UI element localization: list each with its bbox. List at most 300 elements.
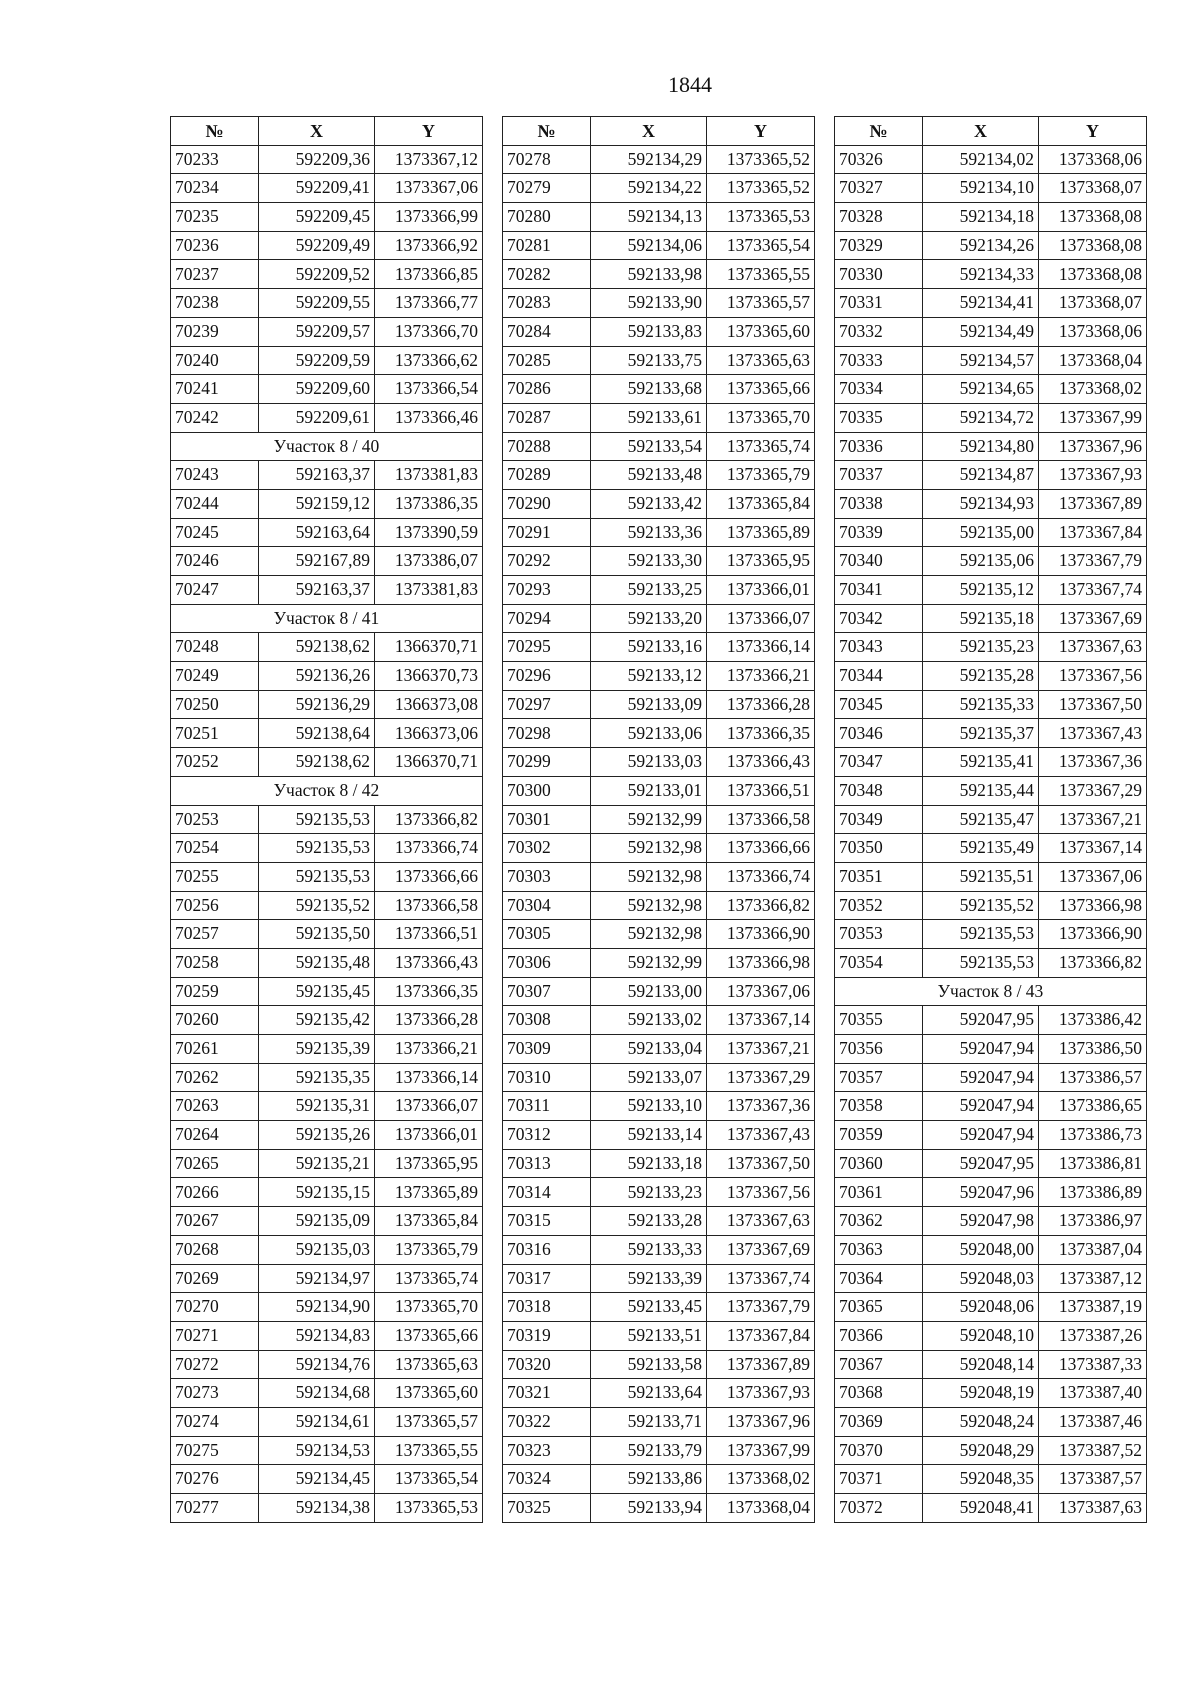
point-number: 70251 — [171, 719, 259, 748]
table-row — [503, 1063, 815, 1092]
x-coordinate: 592135,23 — [923, 633, 1039, 662]
y-coordinate: 1373367,14 — [1039, 834, 1147, 863]
table-header-row — [171, 117, 483, 146]
point-number: 70352 — [835, 891, 923, 920]
point-number: 70316 — [503, 1235, 591, 1264]
point-number: 70300 — [503, 776, 591, 805]
point-number: 70358 — [835, 1092, 923, 1121]
point-number: 70305 — [503, 920, 591, 949]
x-coordinate: 592133,09 — [591, 690, 707, 719]
table-row — [503, 776, 815, 805]
y-coordinate: 1373366,70 — [375, 317, 483, 346]
point-number: 70298 — [503, 719, 591, 748]
table-row — [171, 1465, 483, 1494]
table-row — [503, 203, 815, 232]
point-number: 70340 — [835, 547, 923, 576]
table-row — [171, 576, 483, 605]
x-coordinate: 592135,42 — [259, 1006, 375, 1035]
table-row — [503, 1321, 815, 1350]
table-row — [503, 604, 815, 633]
x-coordinate: 592135,50 — [259, 920, 375, 949]
y-coordinate: 1373368,02 — [1039, 375, 1147, 404]
x-coordinate: 592134,65 — [923, 375, 1039, 404]
x-coordinate: 592133,20 — [591, 604, 707, 633]
y-coordinate: 1373381,83 — [375, 576, 483, 605]
x-coordinate: 592134,61 — [259, 1407, 375, 1436]
y-coordinate: 1373365,74 — [707, 432, 815, 461]
x-coordinate: 592133,98 — [591, 260, 707, 289]
point-number: 70241 — [171, 375, 259, 404]
table-row — [171, 1063, 483, 1092]
table-row — [503, 547, 815, 576]
point-number: 70273 — [171, 1379, 259, 1408]
x-coordinate: 592133,10 — [591, 1092, 707, 1121]
y-coordinate: 1373365,89 — [375, 1178, 483, 1207]
point-number: 70275 — [171, 1436, 259, 1465]
y-coordinate: 1373367,79 — [1039, 547, 1147, 576]
y-coordinate: 1373367,56 — [707, 1178, 815, 1207]
point-number: 70335 — [835, 403, 923, 432]
y-coordinate: 1373366,90 — [707, 920, 815, 949]
y-coordinate: 1373366,66 — [375, 862, 483, 891]
table-row — [171, 1092, 483, 1121]
y-coordinate: 1373367,14 — [707, 1006, 815, 1035]
y-coordinate: 1373366,85 — [375, 260, 483, 289]
header-x: X — [259, 117, 375, 146]
y-coordinate: 1373365,52 — [707, 145, 815, 174]
x-coordinate: 592135,31 — [259, 1092, 375, 1121]
table-row — [171, 1379, 483, 1408]
table-row — [835, 260, 1147, 289]
table-row — [171, 174, 483, 203]
y-coordinate: 1373366,21 — [707, 662, 815, 691]
y-coordinate: 1373365,70 — [375, 1293, 483, 1322]
y-coordinate: 1373386,65 — [1039, 1092, 1147, 1121]
x-coordinate: 592135,39 — [259, 1035, 375, 1064]
x-coordinate: 592209,55 — [259, 289, 375, 318]
y-coordinate: 1373387,12 — [1039, 1264, 1147, 1293]
y-coordinate: 1373387,46 — [1039, 1407, 1147, 1436]
table-row — [171, 662, 483, 691]
x-coordinate: 592134,57 — [923, 346, 1039, 375]
table-row — [503, 891, 815, 920]
x-coordinate: 592048,00 — [923, 1235, 1039, 1264]
y-coordinate: 1373367,89 — [707, 1350, 815, 1379]
point-number: 70268 — [171, 1235, 259, 1264]
table-row — [835, 805, 1147, 834]
table-row — [503, 633, 815, 662]
x-coordinate: 592134,06 — [591, 231, 707, 260]
y-coordinate: 1366370,71 — [375, 748, 483, 777]
point-number: 70339 — [835, 518, 923, 547]
table-row — [503, 1264, 815, 1293]
point-number: 70361 — [835, 1178, 923, 1207]
point-number: 70276 — [171, 1465, 259, 1494]
point-number: 70292 — [503, 547, 591, 576]
x-coordinate: 592135,06 — [923, 547, 1039, 576]
point-number: 70312 — [503, 1121, 591, 1150]
point-number: 70239 — [171, 317, 259, 346]
table-row — [835, 690, 1147, 719]
point-number: 70307 — [503, 977, 591, 1006]
x-coordinate: 592133,02 — [591, 1006, 707, 1035]
x-coordinate: 592048,35 — [923, 1465, 1039, 1494]
x-coordinate: 592163,37 — [259, 461, 375, 490]
point-number: 70313 — [503, 1149, 591, 1178]
table-row — [503, 403, 815, 432]
table-row — [835, 1350, 1147, 1379]
point-number: 70252 — [171, 748, 259, 777]
y-coordinate: 1373365,54 — [375, 1465, 483, 1494]
x-coordinate: 592133,75 — [591, 346, 707, 375]
y-coordinate: 1373368,04 — [1039, 346, 1147, 375]
y-coordinate: 1373367,06 — [707, 977, 815, 1006]
y-coordinate: 1373387,19 — [1039, 1293, 1147, 1322]
y-coordinate: 1373381,83 — [375, 461, 483, 490]
point-number: 70365 — [835, 1293, 923, 1322]
y-coordinate: 1373366,43 — [707, 748, 815, 777]
point-number: 70351 — [835, 862, 923, 891]
x-coordinate: 592209,57 — [259, 317, 375, 346]
table-row — [503, 1178, 815, 1207]
y-coordinate: 1373366,35 — [375, 977, 483, 1006]
y-coordinate: 1373367,74 — [1039, 576, 1147, 605]
x-coordinate: 592135,49 — [923, 834, 1039, 863]
x-coordinate: 592134,53 — [259, 1436, 375, 1465]
x-coordinate: 592135,18 — [923, 604, 1039, 633]
y-coordinate: 1373366,82 — [707, 891, 815, 920]
x-coordinate: 592134,80 — [923, 432, 1039, 461]
table-row — [835, 1149, 1147, 1178]
y-coordinate: 1373365,55 — [707, 260, 815, 289]
x-coordinate: 592138,62 — [259, 633, 375, 662]
point-number: 70356 — [835, 1035, 923, 1064]
point-number: 70281 — [503, 231, 591, 260]
point-number: 70342 — [835, 604, 923, 633]
point-number: 70255 — [171, 862, 259, 891]
point-number: 70338 — [835, 489, 923, 518]
y-coordinate: 1373365,54 — [707, 231, 815, 260]
point-number: 70317 — [503, 1264, 591, 1293]
y-coordinate: 1373366,14 — [707, 633, 815, 662]
table-row — [835, 1465, 1147, 1494]
table-row — [503, 231, 815, 260]
table-row — [835, 489, 1147, 518]
point-number: 70263 — [171, 1092, 259, 1121]
y-coordinate: 1373366,98 — [707, 948, 815, 977]
y-coordinate: 1366373,08 — [375, 690, 483, 719]
table-header-row — [503, 117, 815, 146]
x-coordinate: 592135,09 — [259, 1207, 375, 1236]
section-row — [171, 432, 483, 461]
y-coordinate: 1373367,96 — [707, 1407, 815, 1436]
point-number: 70326 — [835, 145, 923, 174]
x-coordinate: 592047,96 — [923, 1178, 1039, 1207]
x-coordinate: 592135,33 — [923, 690, 1039, 719]
x-coordinate: 592047,94 — [923, 1092, 1039, 1121]
x-coordinate: 592133,03 — [591, 748, 707, 777]
point-number: 70372 — [835, 1494, 923, 1523]
y-coordinate: 1373386,35 — [375, 489, 483, 518]
point-number: 70266 — [171, 1178, 259, 1207]
x-coordinate: 592134,26 — [923, 231, 1039, 260]
y-coordinate: 1373387,57 — [1039, 1465, 1147, 1494]
y-coordinate: 1373365,84 — [707, 489, 815, 518]
point-number: 70282 — [503, 260, 591, 289]
table-row — [835, 1436, 1147, 1465]
table-row — [835, 1092, 1147, 1121]
y-coordinate: 1373365,84 — [375, 1207, 483, 1236]
y-coordinate: 1373366,07 — [707, 604, 815, 633]
table-row — [503, 1207, 815, 1236]
table-row — [835, 1321, 1147, 1350]
y-coordinate: 1373366,98 — [1039, 891, 1147, 920]
y-coordinate: 1373366,01 — [375, 1121, 483, 1150]
x-coordinate: 592135,41 — [923, 748, 1039, 777]
point-number: 70324 — [503, 1465, 591, 1494]
header-number: № — [835, 117, 923, 146]
y-coordinate: 1373365,60 — [707, 317, 815, 346]
table-row — [503, 690, 815, 719]
point-number: 70262 — [171, 1063, 259, 1092]
table-row — [835, 1407, 1147, 1436]
x-coordinate: 592135,47 — [923, 805, 1039, 834]
table-row — [503, 1350, 815, 1379]
y-coordinate: 1373365,57 — [707, 289, 815, 318]
y-coordinate: 1373365,95 — [375, 1149, 483, 1178]
x-coordinate: 592135,53 — [259, 805, 375, 834]
table-row — [171, 1235, 483, 1264]
y-coordinate: 1373386,42 — [1039, 1006, 1147, 1035]
x-coordinate: 592133,86 — [591, 1465, 707, 1494]
point-number: 70311 — [503, 1092, 591, 1121]
y-coordinate: 1373365,89 — [707, 518, 815, 547]
x-coordinate: 592047,94 — [923, 1063, 1039, 1092]
x-coordinate: 592132,99 — [591, 805, 707, 834]
x-coordinate: 592134,49 — [923, 317, 1039, 346]
x-coordinate: 592209,36 — [259, 145, 375, 174]
table-row — [835, 289, 1147, 318]
point-number: 70360 — [835, 1149, 923, 1178]
table-row — [835, 1293, 1147, 1322]
point-number: 70242 — [171, 403, 259, 432]
table-row — [171, 1350, 483, 1379]
y-coordinate: 1373367,99 — [707, 1436, 815, 1465]
y-coordinate: 1373387,63 — [1039, 1494, 1147, 1523]
point-number: 70330 — [835, 260, 923, 289]
table-row — [835, 1264, 1147, 1293]
y-coordinate: 1373365,63 — [707, 346, 815, 375]
x-coordinate: 592048,06 — [923, 1293, 1039, 1322]
table-row — [171, 231, 483, 260]
table-row — [835, 174, 1147, 203]
y-coordinate: 1373368,04 — [707, 1494, 815, 1523]
x-coordinate: 592135,35 — [259, 1063, 375, 1092]
table-row — [171, 1494, 483, 1523]
x-coordinate: 592133,79 — [591, 1436, 707, 1465]
table-row — [835, 1494, 1147, 1523]
y-coordinate: 1373366,28 — [707, 690, 815, 719]
section-row — [171, 776, 483, 805]
x-coordinate: 592135,52 — [923, 891, 1039, 920]
point-number: 70240 — [171, 346, 259, 375]
y-coordinate: 1373386,73 — [1039, 1121, 1147, 1150]
y-coordinate: 1373386,97 — [1039, 1207, 1147, 1236]
coordinates-table-left — [170, 116, 483, 1523]
table-row — [835, 203, 1147, 232]
x-coordinate: 592163,37 — [259, 576, 375, 605]
x-coordinate: 592136,29 — [259, 690, 375, 719]
x-coordinate: 592133,64 — [591, 1379, 707, 1408]
table-row — [835, 461, 1147, 490]
x-coordinate: 592133,90 — [591, 289, 707, 318]
x-coordinate: 592138,62 — [259, 748, 375, 777]
x-coordinate: 592134,90 — [259, 1293, 375, 1322]
y-coordinate: 1373368,07 — [1039, 174, 1147, 203]
table-row — [835, 375, 1147, 404]
table-row — [503, 1121, 815, 1150]
x-coordinate: 592132,98 — [591, 920, 707, 949]
x-coordinate: 592133,61 — [591, 403, 707, 432]
y-coordinate: 1373366,14 — [375, 1063, 483, 1092]
table-row — [835, 1235, 1147, 1264]
point-number: 70336 — [835, 432, 923, 461]
table-row — [503, 1465, 815, 1494]
y-coordinate: 1373365,55 — [375, 1436, 483, 1465]
point-number: 70270 — [171, 1293, 259, 1322]
y-coordinate: 1373367,29 — [1039, 776, 1147, 805]
x-coordinate: 592133,25 — [591, 576, 707, 605]
y-coordinate: 1373387,04 — [1039, 1235, 1147, 1264]
point-number: 70246 — [171, 547, 259, 576]
point-number: 70347 — [835, 748, 923, 777]
point-number: 70321 — [503, 1379, 591, 1408]
y-coordinate: 1373367,93 — [1039, 461, 1147, 490]
table-row — [835, 748, 1147, 777]
x-coordinate: 592134,02 — [923, 145, 1039, 174]
y-coordinate: 1373368,08 — [1039, 203, 1147, 232]
y-coordinate: 1373368,08 — [1039, 231, 1147, 260]
y-coordinate: 1373368,02 — [707, 1465, 815, 1494]
point-number: 70334 — [835, 375, 923, 404]
y-coordinate: 1373365,53 — [375, 1494, 483, 1523]
point-number: 70314 — [503, 1178, 591, 1207]
y-coordinate: 1373366,82 — [1039, 948, 1147, 977]
y-coordinate: 1373368,08 — [1039, 260, 1147, 289]
point-number: 70325 — [503, 1494, 591, 1523]
table-row — [503, 576, 815, 605]
x-coordinate: 592134,29 — [591, 145, 707, 174]
y-coordinate: 1373366,54 — [375, 375, 483, 404]
point-number: 70303 — [503, 862, 591, 891]
point-number: 70353 — [835, 920, 923, 949]
table-row — [503, 920, 815, 949]
table-row — [835, 1035, 1147, 1064]
table-row — [171, 1121, 483, 1150]
y-coordinate: 1373367,63 — [707, 1207, 815, 1236]
x-coordinate: 592135,28 — [923, 662, 1039, 691]
y-coordinate: 1373367,93 — [707, 1379, 815, 1408]
y-coordinate: 1373386,81 — [1039, 1149, 1147, 1178]
point-number: 70235 — [171, 203, 259, 232]
table-row — [503, 662, 815, 691]
section-label: Участок 8 / 43 — [835, 977, 1147, 1006]
point-number: 70364 — [835, 1264, 923, 1293]
x-coordinate: 592133,51 — [591, 1321, 707, 1350]
x-coordinate: 592209,60 — [259, 375, 375, 404]
table-row — [503, 805, 815, 834]
x-coordinate: 592133,28 — [591, 1207, 707, 1236]
header-y: Y — [707, 117, 815, 146]
table-row — [171, 920, 483, 949]
point-number: 70265 — [171, 1149, 259, 1178]
table-row — [835, 1379, 1147, 1408]
x-coordinate: 592133,33 — [591, 1235, 707, 1264]
y-coordinate: 1373365,52 — [707, 174, 815, 203]
y-coordinate: 1373367,06 — [1039, 862, 1147, 891]
table-row — [503, 1436, 815, 1465]
point-number: 70322 — [503, 1407, 591, 1436]
point-number: 70318 — [503, 1293, 591, 1322]
section-label: Участок 8 / 42 — [171, 776, 483, 805]
table-row — [171, 1006, 483, 1035]
x-coordinate: 592048,10 — [923, 1321, 1039, 1350]
x-coordinate: 592133,54 — [591, 432, 707, 461]
table-row — [171, 403, 483, 432]
point-number: 70304 — [503, 891, 591, 920]
y-coordinate: 1366370,71 — [375, 633, 483, 662]
y-coordinate: 1373367,96 — [1039, 432, 1147, 461]
coordinates-table-right — [834, 116, 1147, 1523]
y-coordinate: 1373367,56 — [1039, 662, 1147, 691]
point-number: 70245 — [171, 518, 259, 547]
table-row — [503, 977, 815, 1006]
x-coordinate: 592134,83 — [259, 1321, 375, 1350]
point-number: 70294 — [503, 604, 591, 633]
x-coordinate: 592134,33 — [923, 260, 1039, 289]
y-coordinate: 1373367,21 — [1039, 805, 1147, 834]
y-coordinate: 1373387,33 — [1039, 1350, 1147, 1379]
y-coordinate: 1373365,70 — [707, 403, 815, 432]
x-coordinate: 592209,52 — [259, 260, 375, 289]
coordinates-table-middle — [502, 116, 815, 1523]
y-coordinate: 1373386,57 — [1039, 1063, 1147, 1092]
y-coordinate: 1373366,21 — [375, 1035, 483, 1064]
x-coordinate: 592133,48 — [591, 461, 707, 490]
y-coordinate: 1373367,50 — [1039, 690, 1147, 719]
point-number: 70343 — [835, 633, 923, 662]
point-number: 70260 — [171, 1006, 259, 1035]
point-number: 70350 — [835, 834, 923, 863]
point-number: 70249 — [171, 662, 259, 691]
point-number: 70286 — [503, 375, 591, 404]
table-row — [503, 317, 815, 346]
section-row — [171, 604, 483, 633]
table-row — [171, 145, 483, 174]
point-number: 70320 — [503, 1350, 591, 1379]
x-coordinate: 592047,94 — [923, 1121, 1039, 1150]
x-coordinate: 592133,06 — [591, 719, 707, 748]
y-coordinate: 1373367,84 — [707, 1321, 815, 1350]
header-y: Y — [375, 117, 483, 146]
table-row — [171, 547, 483, 576]
table-row — [835, 1121, 1147, 1150]
y-coordinate: 1373365,74 — [375, 1264, 483, 1293]
x-coordinate: 592135,03 — [259, 1235, 375, 1264]
x-coordinate: 592134,87 — [923, 461, 1039, 490]
table-row — [171, 375, 483, 404]
x-coordinate: 592135,53 — [259, 862, 375, 891]
